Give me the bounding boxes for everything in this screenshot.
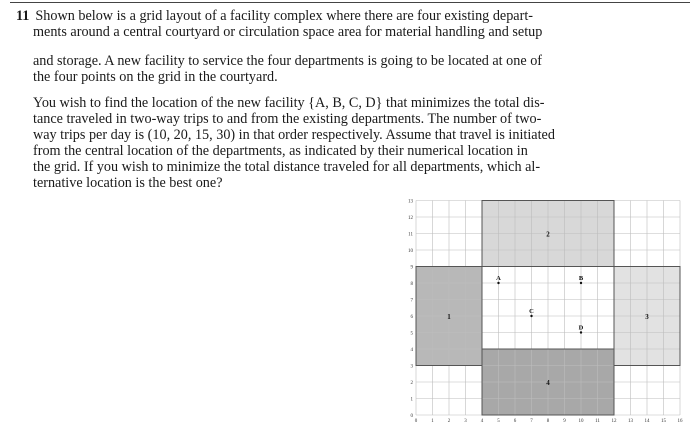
x-tick-label: 7 [530, 419, 533, 423]
department-label: 3 [645, 313, 649, 321]
department-label: 4 [546, 379, 550, 387]
x-tick-label: 5 [497, 419, 500, 423]
y-tick-label: 2 [410, 381, 413, 386]
point-a-label: A [496, 275, 501, 282]
y-tick-label: 6 [410, 315, 413, 320]
y-tick-label: 0 [410, 414, 413, 419]
point-d-label: D [578, 324, 584, 332]
x-tick-label: 12 [611, 419, 617, 423]
y-tick-label: 1 [410, 397, 413, 403]
y-tick-label: 10 [408, 249, 413, 254]
y-tick-label: 4 [410, 348, 413, 353]
y-tick-label: 5 [410, 331, 413, 337]
para1-line-1: Shown below is a grid layout of a facility complex where there are four existing depart- [35, 8, 533, 24]
y-tick-label: 9 [410, 265, 413, 271]
point-c-label: C [529, 308, 534, 315]
x-tick-label: 13 [628, 419, 633, 423]
y-tick-label: 13 [408, 199, 413, 205]
para3-line-6: ternative location is the best one? [33, 175, 223, 191]
x-tick-label: 10 [578, 419, 584, 423]
x-tick-label: 14 [644, 419, 650, 423]
para1-line-2: ments around a central courtyard or circulation space area for material handling and setup [33, 24, 543, 40]
y-tick-label: 11 [408, 232, 413, 238]
department-label: 1 [447, 313, 451, 321]
department-label: 2 [546, 230, 550, 239]
y-tick-label: 3 [410, 364, 413, 370]
y-tick-label: 7 [410, 298, 413, 304]
y-tick-label: 8 [410, 282, 413, 287]
point-d-dot [580, 331, 582, 333]
point-b-label: B [578, 275, 584, 282]
x-tick-label: 8 [546, 419, 550, 423]
problem-number: 11 [16, 8, 30, 24]
point-b-dot [580, 282, 582, 284]
x-tick-label: 15 [661, 419, 666, 423]
x-tick-label: 3 [464, 419, 467, 423]
x-tick-label: 11 [595, 419, 600, 423]
x-tick-label: 1 [431, 419, 434, 423]
x-tick-label: 9 [563, 419, 566, 423]
x-tick-label: 16 [677, 419, 683, 423]
y-tick-label: 12 [408, 216, 413, 221]
para2-line-1: and storage. A new facility to service the four departments is going to be located at one of [33, 53, 543, 69]
para3-line-3: way trips per day is (10, 20, 15, 30) in that order respectively. Assume that travel is initiated [33, 127, 555, 143]
para3-line-5: the grid. If you wish to minimize the total distance traveled for all departments, which al- [33, 159, 541, 175]
para3-line-1: You wish to find the location of the new facility {A, B, C, D} that minimizes the total dis- [33, 95, 545, 111]
point-c-dot [530, 315, 532, 317]
point-a-dot [497, 282, 499, 284]
x-tick-label: 6 [513, 419, 517, 423]
x-tick-label: 0 [414, 419, 418, 423]
para2-line-2: the four points on the grid in the courtyard. [33, 69, 278, 85]
para3-line-2: tance traveled in two-way trips to and from the existing departments. The number of two- [33, 111, 542, 127]
x-tick-label: 2 [447, 419, 451, 423]
x-tick-label: 4 [480, 419, 484, 423]
para3-line-4: from the central location of the departments, as indicated by their numerical location in [33, 143, 528, 159]
